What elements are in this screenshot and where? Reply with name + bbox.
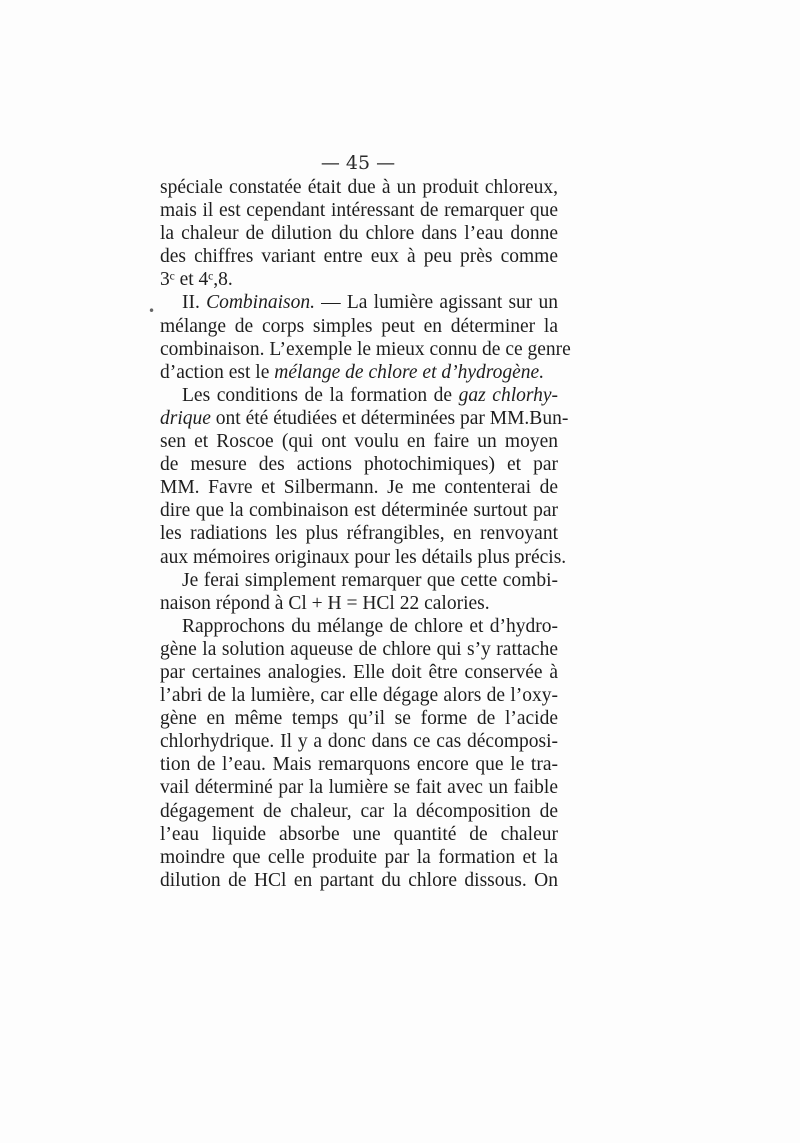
text-line: aux mémoires originaux pour les détails plus précis. xyxy=(160,546,567,568)
text-line: mais il est cependant intéressant de remarquer que xyxy=(160,200,558,222)
text-line: spéciale constatée était due à un produit chloreux, xyxy=(160,177,558,198)
text-line: gène la solution aqueuse de chlore qui s’y rattache xyxy=(160,638,558,660)
text-line: mélange de corps simples peut en déterminer la xyxy=(160,315,558,337)
italic-term: gaz chlorhy- xyxy=(458,384,558,406)
text-fragment: Les conditions de la formation de xyxy=(182,384,459,406)
body-text xyxy=(160,176,571,892)
formula-line: naison répond à Cl + H = HCl 22 calories. xyxy=(160,592,490,614)
text-line: dilution de HCl en partant du chlore dissous. On xyxy=(160,869,558,891)
text-line: dire que la combinaison est déterminée surtout par xyxy=(160,500,558,522)
text-line: l’eau liquide absorbe une quantité de chaleur xyxy=(160,823,558,845)
text-line: 3ᶜ et 4ᶜ,8. xyxy=(160,269,233,291)
italic-term: drique xyxy=(160,407,211,429)
text-line: combinaison. L’exemple le mieux connu de ce genre xyxy=(160,338,571,360)
text-line: Je ferai simplement remarquer que cette combi- xyxy=(182,569,558,591)
text-line xyxy=(160,384,558,407)
text-line xyxy=(160,361,558,384)
text-line: sen et Roscoe (qui ont voulu en faire un moyen xyxy=(160,431,558,453)
text-line: les radiations les plus réfrangibles, en renvoyant xyxy=(160,523,558,545)
text-line: moindre que celle produite par la formation et la xyxy=(160,846,558,868)
text-line: des chiffres variant entre eux à peu près comme xyxy=(160,246,558,268)
italic-term: mélange de chlore et d’hydrogène. xyxy=(274,361,545,383)
text-line: l’abri de la lumière, car elle dégage alors de l’oxy- xyxy=(160,685,558,707)
text-line: tion de l’eau. Mais remarquons encore que le tra- xyxy=(160,754,558,776)
text-line xyxy=(160,407,569,430)
margin-mark: • xyxy=(148,304,156,318)
text-line: MM. Favre et Silbermann. Je me contenterai de xyxy=(160,477,558,499)
text-line: par certaines analogies. Elle doit être conservée à xyxy=(160,661,558,683)
text-fragment: d’action est le xyxy=(160,361,275,383)
section-lead-text: — La lumière agissant sur un xyxy=(314,292,558,314)
text-line: vail déterminé par la lumière se fait avec un faible xyxy=(160,777,558,799)
text-line: chlorhydrique. Il y a donc dans ce cas décomposi- xyxy=(160,731,558,753)
text-line: gène en même temps qu’il se forme de l’acide xyxy=(160,708,558,730)
text-line: la chaleur de dilution du chlore dans l’eau donne xyxy=(160,223,558,245)
section-title: Combinaison. xyxy=(206,292,315,314)
section-number: II. xyxy=(182,292,207,314)
section-heading-line xyxy=(160,291,558,314)
text-fragment: ont été étudiées et déterminées par MM.Bun- xyxy=(215,407,569,429)
text-line: Rapprochons du mélange de chlore et d’hydro- xyxy=(182,615,558,637)
page-number: — 45 — xyxy=(320,152,396,174)
text-line: dégagement de chaleur, car la décomposition de xyxy=(160,800,558,822)
text-line: de mesure des actions photochimiques) et par xyxy=(160,454,558,476)
